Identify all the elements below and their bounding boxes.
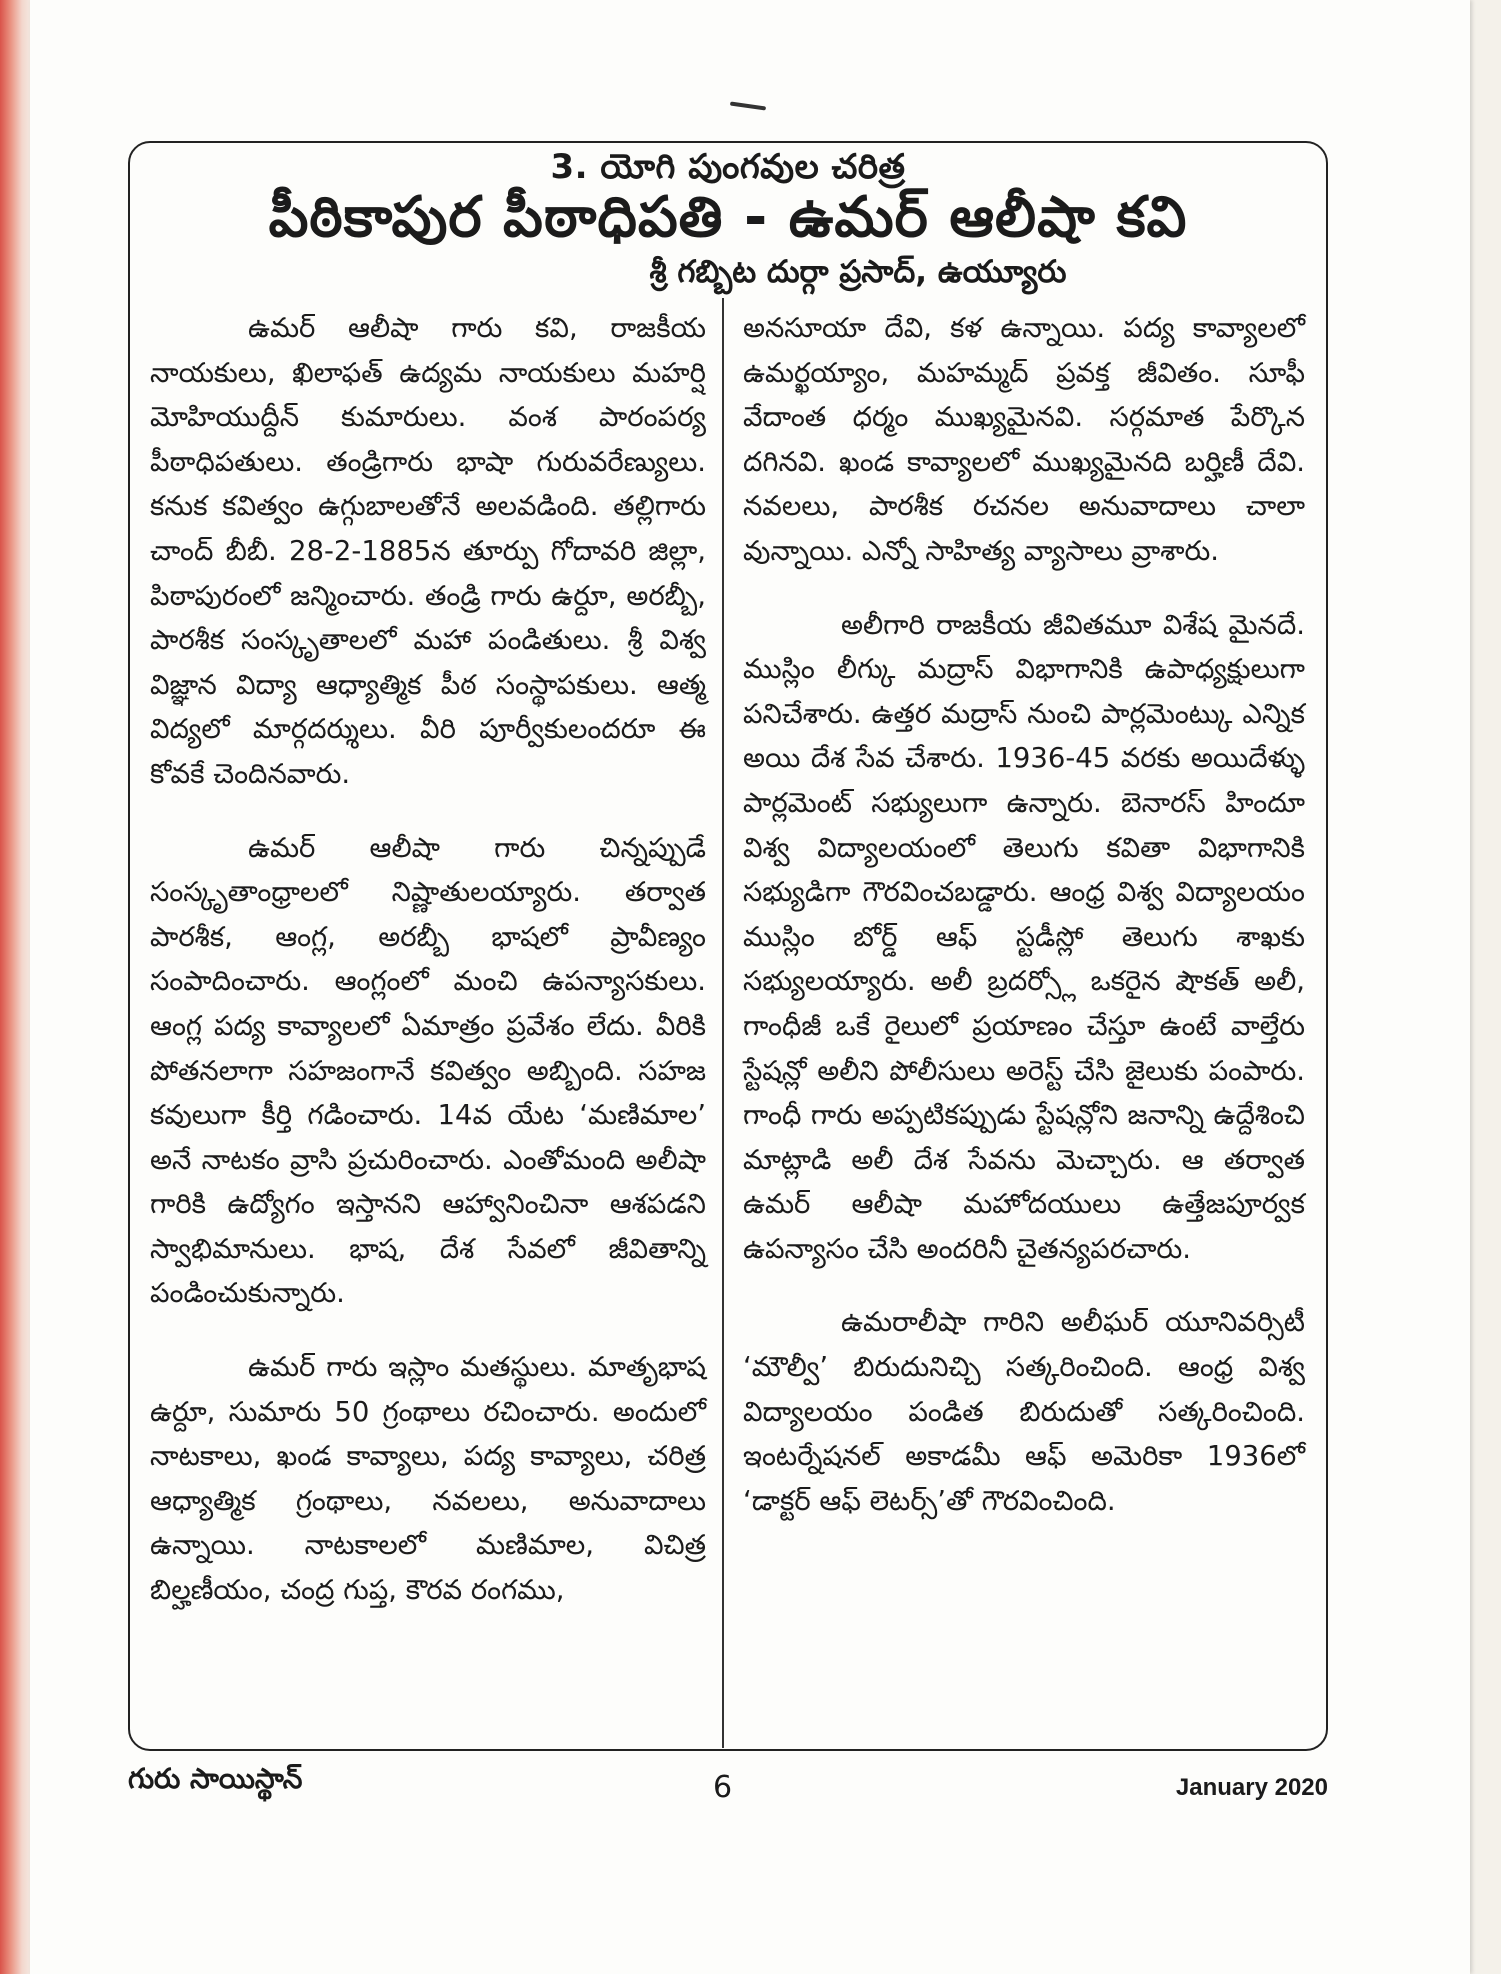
author-byline: శ్రీ గబ్బిట దుర్గా ప్రసాద్, ఉయ్యూరు xyxy=(649,254,1067,290)
binding-edge xyxy=(0,0,34,1974)
article-header xyxy=(130,143,1326,298)
paragraph: ఉమర్ ఆలీషా గారు చిన్నప్పుడే సంస్కృతాంధ్రాలలో నిష్ణాతులయ్యారు. తర్వాత పారశీక, ఆంగ్ల, అరబ్బీ భాషలో ప్రావీణ్యం సంపాదించారు. ఆంగ్లంలో మంచి ఉపన్యాసకులు. ఆంగ్ల పద్య కావ్యాలలో ఏమాత్రం ప్రవేశం లేదు. వీరికి పోతనలాగా సహజంగానే కవిత్వం అబ్బింది. సహజ కవులుగా కీర్తి గడించారు. 14వ యేట ‘మణిమాల’ అనే నాటకం వ్రాసి ప్రచురించారు. ఎంతోమంది అలీషా గారికి ఉద్యోగం ఇస్తానని ఆహ్వానించినా ఆశపడని స్వాభిమానులు. భాష, దేశ సేవలో జీవితాన్ని పండించుకున్నారు. xyxy=(150,831,706,1310)
article-body xyxy=(130,298,1326,1748)
article-title: పీఠికాపుర పీఠాధిపతి - ఉమర్ ఆలీషా కవి xyxy=(268,185,1188,250)
paragraph: ఉమరాలీషా గారిని అలీఘర్ యూనివర్సిటీ ‘మౌల్వీ’ బిరుదునిచ్చి సత్కరించింది. ఆంధ్ర విశ్వ విద్యాలయం పండిత బిరుదుతో సత్కరించింది. ఇంటర్నేషనల్ అకాడమీ ఆఫ్ అమెరికా 1936లో ‘డాక్టర్ ఆఫ్ లెటర్స్’తో గౌరవించింది. xyxy=(743,1306,1305,1517)
page-number: 6 xyxy=(713,1770,733,1805)
article-frame xyxy=(128,141,1328,1751)
right-column xyxy=(743,306,1305,1523)
pen-mark xyxy=(730,102,766,111)
paragraph: ఉమర్ గారు ఇస్లాం మతస్థులు. మాతృభాష ఉర్దూ, సుమారు 50 గ్రంథాలు రచించారు. అందులో నాటకాలు, ఖండ కావ్యాలు, పద్య కావ్యాలు, చరిత్ర ఆధ్యాత్మిక గ్రంథాలు, నవలలు, అనువాదాలు ఉన్నాయి. నాటకాలలో మణిమాల, విచిత్ర బిల్హణీయం, చంద్ర గుప్త, కౌరవ రంగము, xyxy=(150,1351,706,1607)
paragraph: ఉమర్ ఆలీషా గారు కవి, రాజకీయ నాయకులు, ఖిలాఫత్ ఉద్యమ నాయకులు మహర్షి మోహియుద్దీన్ కుమారులు. వంశ పారంపర్య పీఠాధిపతులు. తండ్రిగారు భాషా గురువరేణ్యులు. కనుక కవిత్వం ఉగ్గుబాలతోనే అలవడింది. తల్లిగారు చాంద్ బీబీ. 28-2-1885న తూర్పు గోదావరి జిల్లా, పిఠాపురంలో జన్మించారు. తండ్రి గారు ఉర్దూ, అరబ్బీ, పారశీక సంస్కృతాలలో మహా పండితులు. శ్రీ విశ్వ విజ్ఞాన విద్యా ఆధ్యాత్మిక పీఠ సంస్థాపకులు. ఆత్మ విద్యలో మార్గదర్శులు. వీరి పూర్వీకులందరూ ఈ కోవకే చెందినవారు. xyxy=(150,312,706,790)
column-divider xyxy=(722,298,724,1748)
series-heading: 3. యోగి పుంగవుల చరిత్ర xyxy=(550,147,906,187)
issue-date: January 2020 xyxy=(1175,1774,1328,1801)
page-footer xyxy=(128,1762,1328,1812)
paragraph: అలీగారి రాజకీయ జీవితమూ విశేష మైనదే. ముస్లిం లీగ్కు మద్రాస్ విభాగానికి ఉపాధ్యక్షులుగా పనిచేశారు. ఉత్తర మద్రాస్ నుంచి పార్లమెంట్కు ఎన్నిక అయి దేశ సేవ చేశారు. 1936-45 వరకు అయిదేళ్ళు పార్లమెంట్ సభ్యులుగా ఉన్నారు. బెనారస్ హిందూ విశ్వ విద్యాలయంలో తెలుగు కవితా విభాగానికి సభ్యుడిగా గౌరవించబడ్డారు. ఆంధ్ర విశ్వ విద్యాలయం ముస్లిం బోర్డ్ ఆఫ్ స్టడీస్లో తెలుగు శాఖకు సభ్యులయ్యారు. అలీ బ్రదర్స్లో ఒకరైన షౌకత్ అలీ, గాంధీజీ ఒకే రైలులో ప్రయాణం చేస్తూ ఉంటే వాల్తేరు స్టేషన్లో అలీని పోలీసులు అరెస్ట్ చేసి జైలుకు పంపారు. గాంధీ గారు అప్పటికప్పుడు స్టేషన్లోని జనాన్ని ఉద్దేశించి మాట్లాడి అలీ దేశ సేవను మెచ్చారు. ఆ తర్వాత ఉమర్ ఆలీషా మహోదయులు ఉత్తేజపూర్వక ఉపన్యాసం చేసి అందరినీ చైతన్యపరచారు. xyxy=(743,608,1305,1265)
paragraph: అనసూయా దేవి, కళ ఉన్నాయి. పద్య కావ్యాలలో ఉమర్ఖయ్యాం, మహమ్మద్ ప్రవక్త జీవితం. సూఫీ వేదాంత ధర్మం ముఖ్యమైనవి. సర్గమాత పేర్కొన దగినవి. ఖండ కావ్యాలలో ముఖ్యమైనది బర్హిణీ దేవి. నవలలు, పారశీక రచనల అనువాదాలు చాలా వున్నాయి. ఎన్నో సాహిత్య వ్యాసాలు వ్రాశారు. xyxy=(743,312,1305,567)
left-column xyxy=(150,306,706,1613)
magazine-name: గురు సాయిస్థాన్ xyxy=(128,1762,303,1795)
